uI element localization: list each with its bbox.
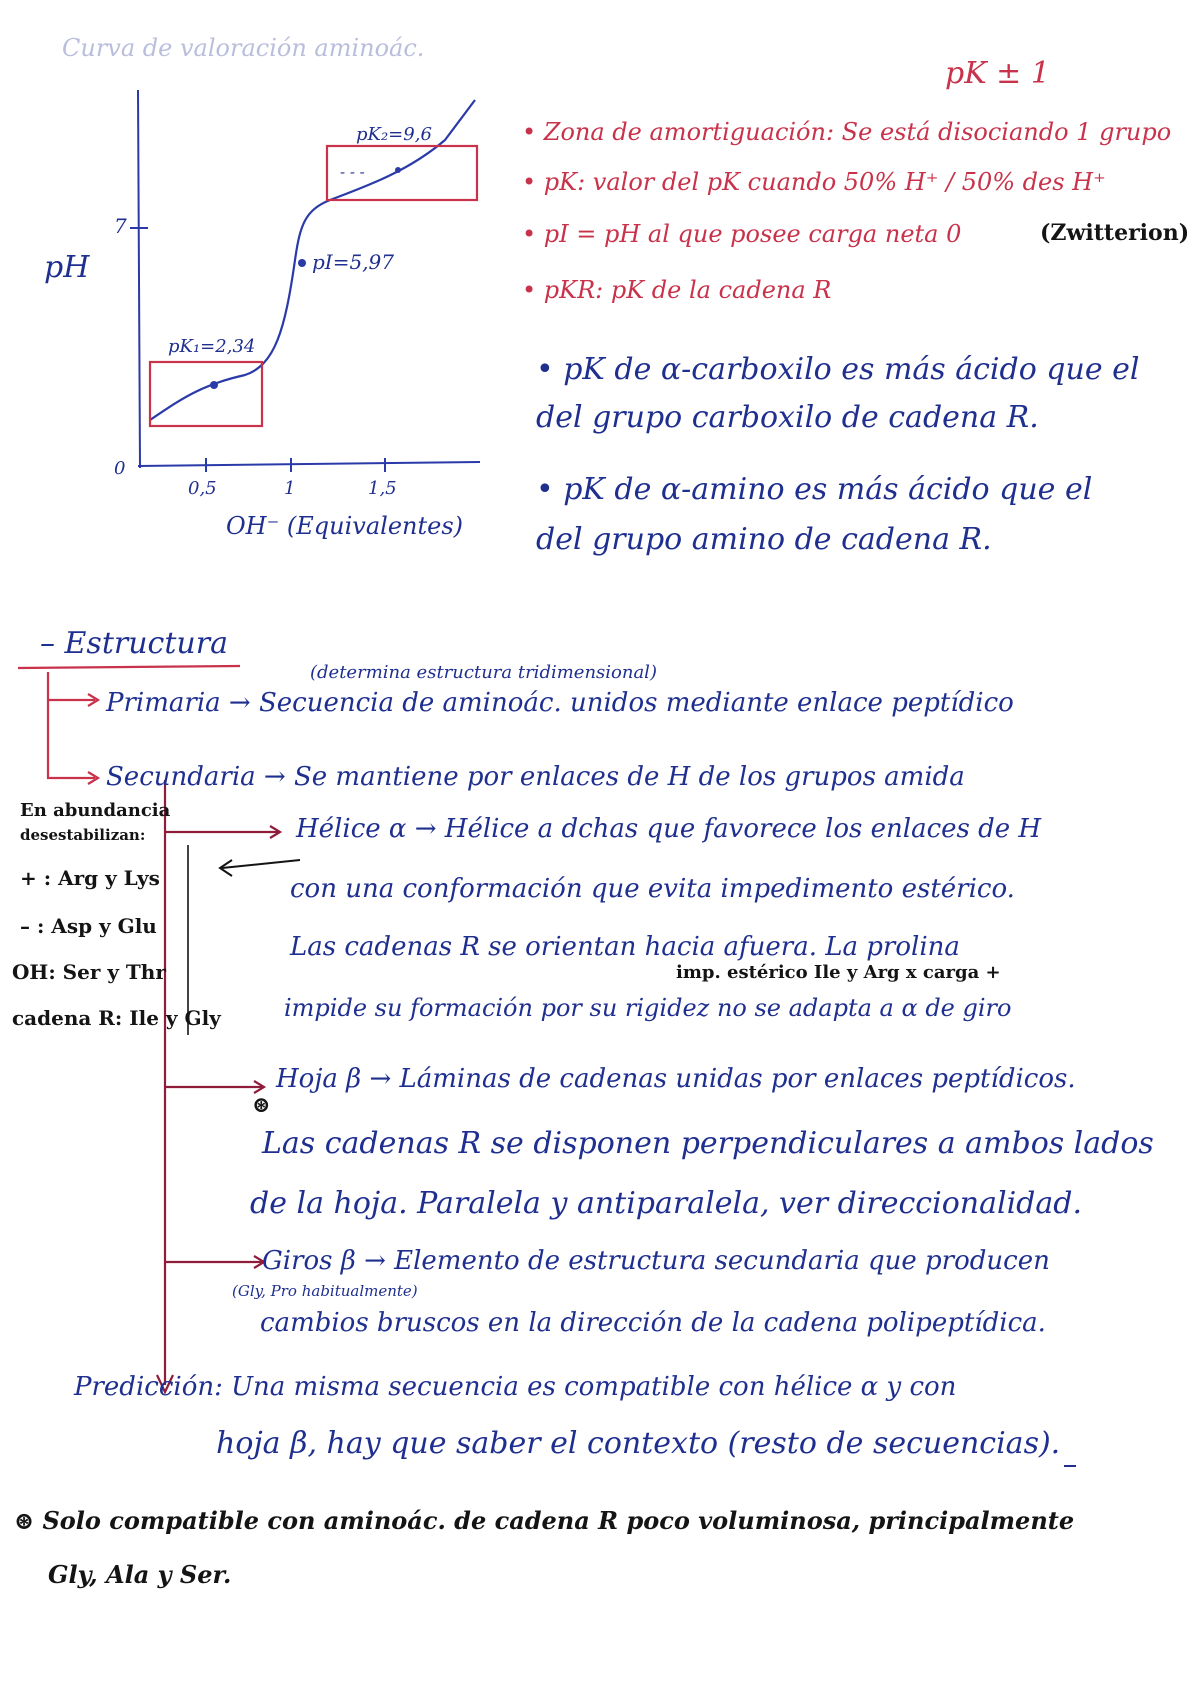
hoja-line3: de la hoja. Paralela y antiparalela, ver direccionalidad. — [250, 1186, 1082, 1221]
footnote-line1: ⊛ Solo compatible con aminoác. de cadena R poco voluminosa, principalmente — [14, 1506, 1075, 1535]
y-axis — [138, 90, 140, 468]
giros-line1: Giros β → Elemento de estructura secundaria que producen — [262, 1246, 1050, 1276]
note-amino-line1: • pK de α-amino es más ácido que el — [536, 472, 1093, 507]
helice-line4: impide su formación por su rigidez no se adapta a α de giro — [284, 994, 1012, 1022]
side-arrow — [222, 860, 300, 868]
definition-pi: • pI = pH al que posee carga neta 0 — [522, 220, 962, 248]
x-tick-label: 1,5 — [368, 478, 397, 499]
giros-note: (Gly, Pro habitualmente) — [232, 1282, 418, 1300]
footnote-line2: Gly, Ala y Ser. — [48, 1560, 232, 1589]
hoja-line1: Hoja β → Láminas de cadenas unidas por enlaces peptídicos. — [276, 1064, 1076, 1094]
x-axis-label: OH⁻ (Equivalentes) — [226, 512, 464, 540]
x-tick-label: 1 — [284, 478, 296, 499]
prediccion-line1: Predicción: Una misma secuencia es compatible con hélice α y con — [74, 1372, 957, 1402]
pk2-label: pK₂=9,6 — [356, 124, 432, 145]
side-title-1: En abundancia — [20, 800, 171, 821]
titration-graph — [130, 90, 480, 472]
zwitterion-note: (Zwitterion) — [1040, 220, 1190, 246]
giros-line2: cambios bruscos en la dirección de la cadena polipeptídica. — [260, 1308, 1046, 1338]
side-cadena: cadena R: Ile y Gly — [12, 1006, 221, 1030]
pk1-point — [210, 381, 218, 389]
side-minus: – : Asp y Glu — [20, 914, 157, 938]
pi-point — [298, 259, 306, 267]
y-tick-label: 7 — [114, 214, 127, 238]
hoja-marker-icon: ⊛ — [252, 1092, 271, 1118]
primaria-line: Primaria → Secuencia de aminoác. unidos mediante enlace peptídico — [106, 688, 1014, 718]
pk-range: pK ± 1 — [945, 56, 1050, 91]
pk2-dash: - - - — [340, 163, 365, 181]
pk1-label: pK₁=2,34 — [168, 336, 256, 357]
x-axis — [138, 462, 480, 466]
note-amino-line2: del grupo amino de cadena R. — [536, 522, 992, 557]
y-axis-label: pH — [44, 250, 90, 285]
secundaria-line: Secundaria → Se mantiene por enlaces de H de los grupos amida — [106, 762, 965, 792]
x-tick-label: 0,5 — [188, 478, 217, 499]
origin-label: 0 — [114, 458, 126, 479]
helice-line3: Las cadenas R se orientan hacia afuera. La prolina — [290, 932, 960, 962]
pk1-buffer-box — [150, 362, 262, 426]
hoja-line2: Las cadenas R se disponen perpendiculares a ambos lados — [262, 1126, 1154, 1161]
red-branch — [48, 672, 95, 778]
side-plus: + : Arg y Lys — [20, 866, 160, 890]
helice-line1: Hélice α → Hélice a dchas que favorece los enlaces de H — [296, 814, 1042, 844]
graph-title: Curva de valoración aminoác. — [62, 34, 425, 62]
definition-buffer-zone: • Zona de amortiguación: Se está disociando 1 grupo — [522, 118, 1172, 146]
note-carboxyl-line1: • pK de α-carboxilo es más ácido que el — [536, 352, 1140, 387]
estructura-underline — [18, 666, 240, 668]
prediccion-line2: hoja β, hay que saber el contexto (resto de secuencias). — [216, 1426, 1061, 1461]
definition-pk: • pK: valor del pK cuando 50% H⁺ / 50% des H⁺ — [522, 168, 1106, 196]
pi-label: pI=5,97 — [312, 250, 394, 274]
estructura-heading: – Estructura — [40, 626, 228, 661]
note-carboxyl-line2: del grupo carboxilo de cadena R. — [536, 400, 1039, 435]
helice-note: imp. estérico Ile y Arg x carga + — [676, 962, 1001, 983]
definition-pkr: • pKR: pK de la cadena R — [522, 276, 832, 304]
primaria-note: (determina estructura tridimensional) — [310, 662, 657, 683]
side-oh: OH: Ser y Thr — [12, 960, 166, 984]
helice-line2: con una conformación que evita impedimento estérico. — [290, 874, 1015, 904]
pk2-point — [395, 167, 401, 173]
side-title-2: desestabilizan: — [20, 826, 146, 844]
